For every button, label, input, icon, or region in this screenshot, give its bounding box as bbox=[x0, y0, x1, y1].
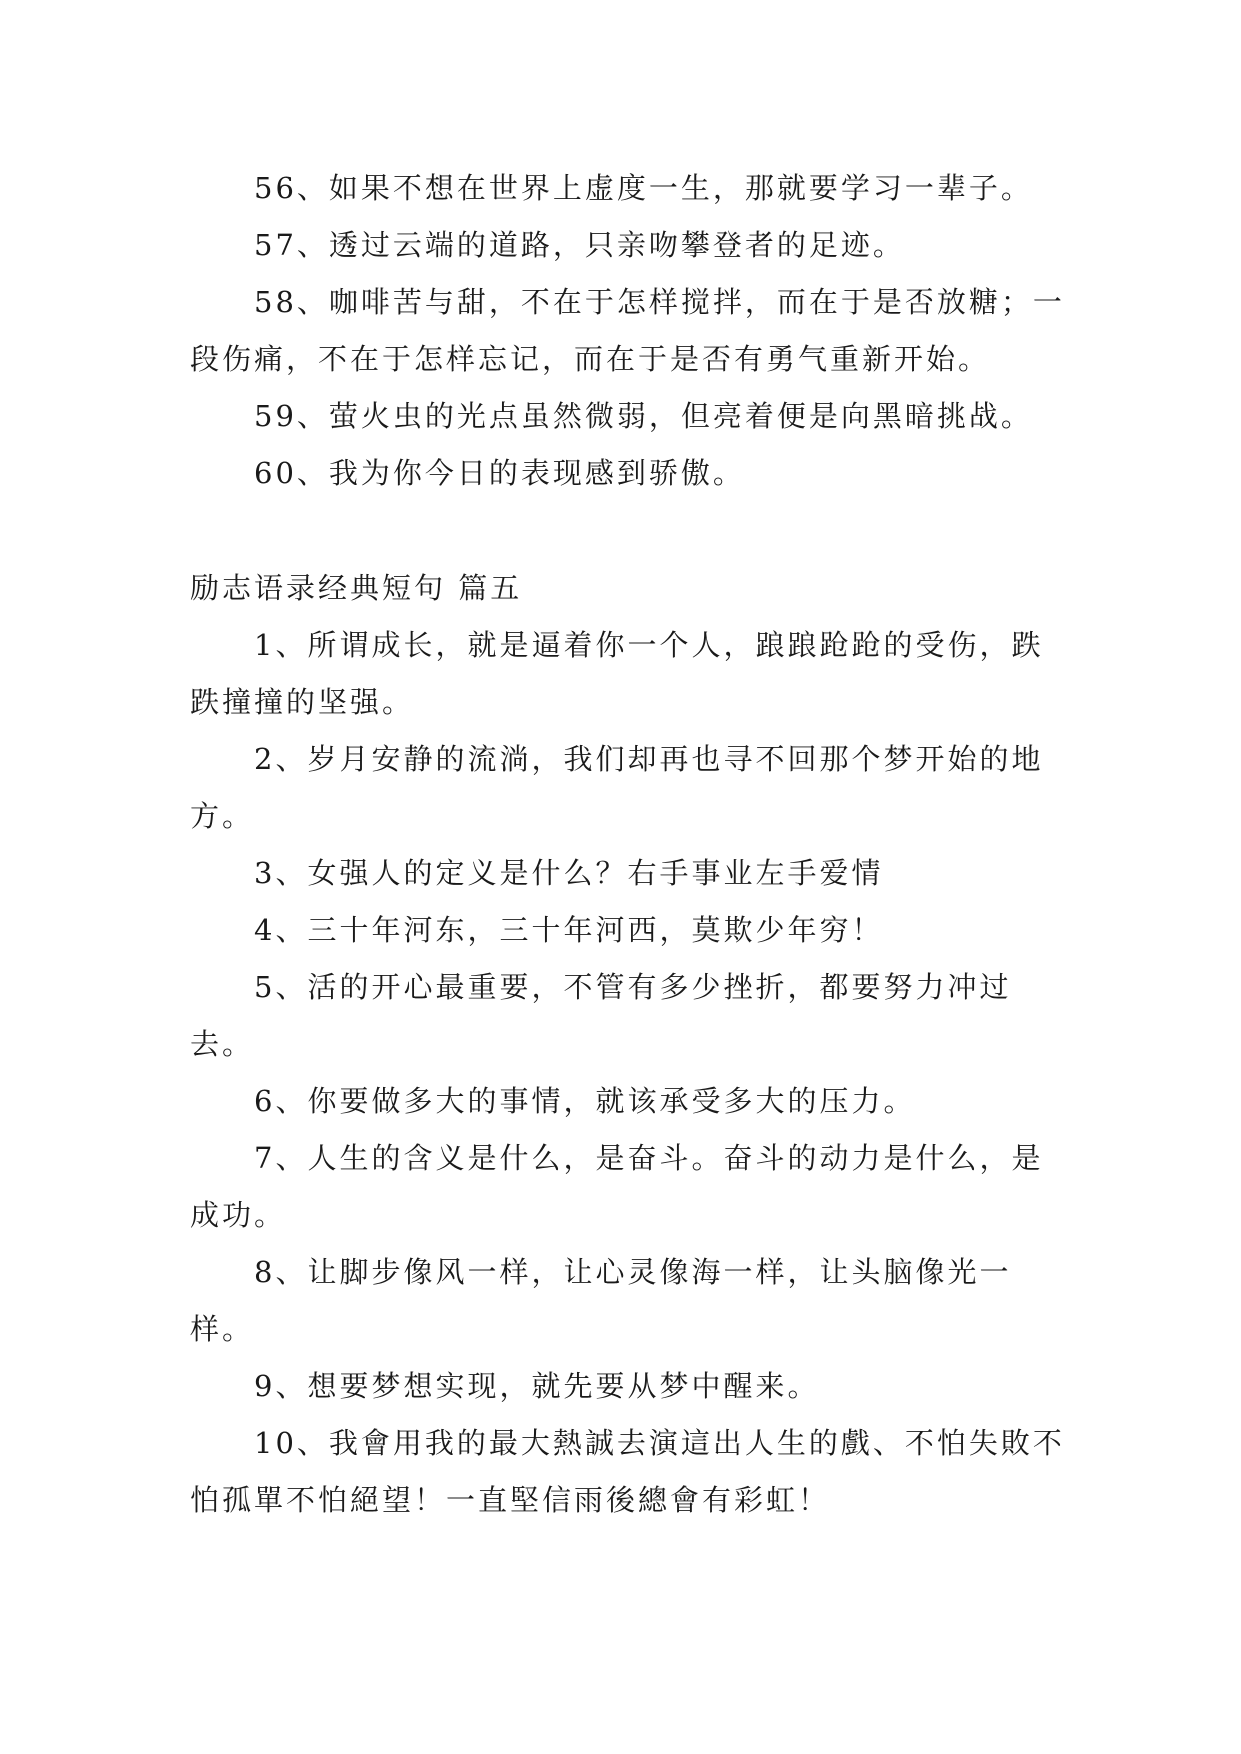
quote-7: 7、人生的含义是什么，是奋斗。奋斗的动力是什么，是成功。 bbox=[190, 1141, 1044, 1232]
quote-9: 9、想要梦想实现，就先要从梦中醒来。 bbox=[254, 1369, 820, 1403]
quote-10: 10、我會用我的最大熱誠去演這出人生的戲、不怕失敗不怕孤單不怕絕望！一直堅信雨後總會有彩虹！ bbox=[190, 1426, 1065, 1517]
quote-59: 59、萤火虫的光点虽然微弱，但亮着便是向黑暗挑战。 bbox=[254, 399, 1033, 433]
quote-4: 4、三十年河东，三十年河西，莫欺少年穷！ bbox=[254, 913, 884, 947]
quote-56: 56、如果不想在世界上虚度一生，那就要学习一辈子。 bbox=[254, 171, 1033, 205]
quote-58: 58、咖啡苦与甜，不在于怎样搅拌，而在于是否放糖；一段伤痛，不在于怎样忘记，而在于是否有勇气重新开始。 bbox=[190, 285, 1065, 376]
section-spacer bbox=[190, 502, 1070, 560]
quote-60: 60、我为你今日的表现感到骄傲。 bbox=[254, 456, 745, 490]
quote-6: 6、你要做多大的事情，就该承受多大的压力。 bbox=[254, 1084, 916, 1118]
quote-8: 8、让脚步像风一样，让心灵像海一样，让头脑像光一样。 bbox=[190, 1255, 1012, 1346]
document-page bbox=[190, 160, 1070, 1529]
quote-3: 3、女强人的定义是什么？右手事业左手爱情 bbox=[254, 856, 884, 890]
quote-2: 2、岁月安静的流淌，我们却再也寻不回那个梦开始的地方。 bbox=[190, 742, 1044, 833]
quote-57: 57、透过云端的道路，只亲吻攀登者的足迹。 bbox=[254, 228, 905, 262]
quote-5: 5、活的开心最重要，不管有多少挫折，都要努力冲过去。 bbox=[190, 970, 1012, 1061]
quote-1: 1、所谓成长，就是逼着你一个人，踉踉跄跄的受伤，跌跌撞撞的坚强。 bbox=[190, 628, 1044, 719]
section-title: 励志语录经典短句 篇五 bbox=[190, 571, 523, 605]
